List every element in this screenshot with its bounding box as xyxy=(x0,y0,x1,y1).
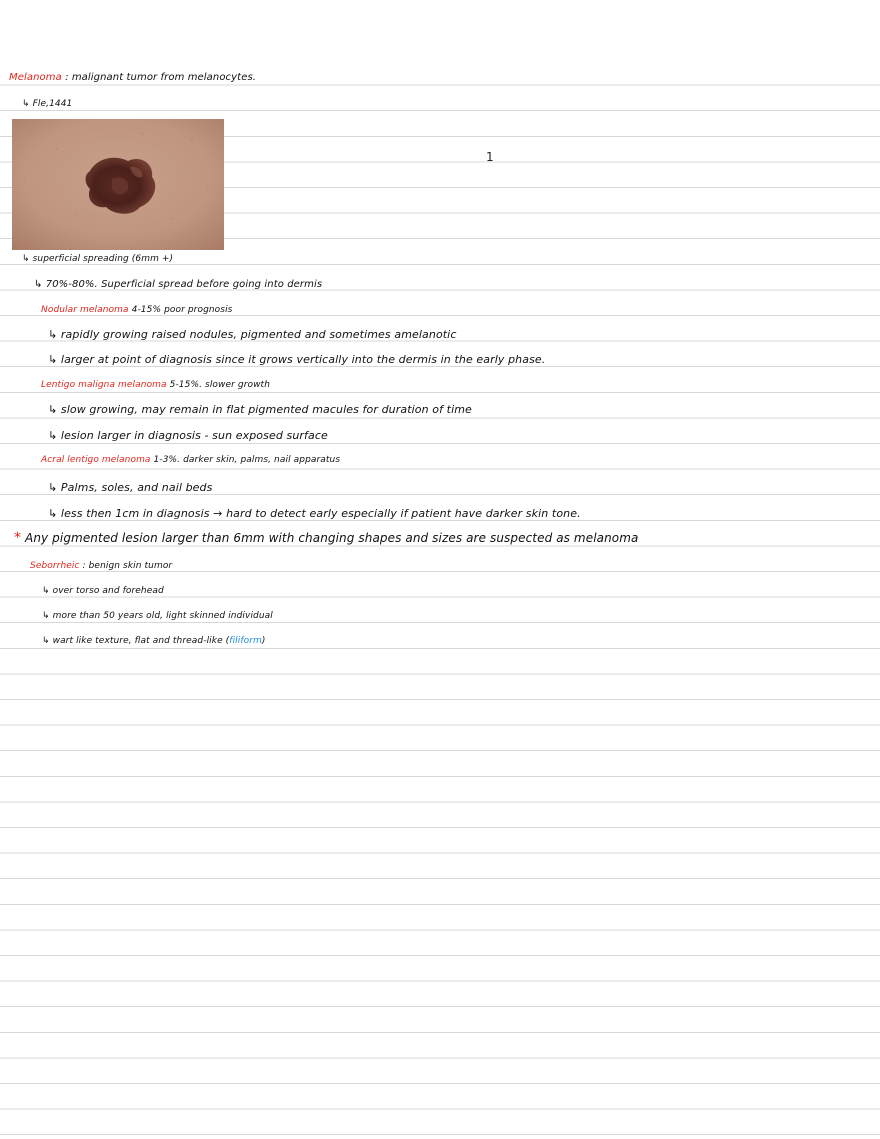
heading-line xyxy=(9,70,256,86)
note-line-seborrheic-2: ↳ more than 50 years old, light skinned individual xyxy=(42,611,273,621)
seborrheic-definition: : benign skin tumor xyxy=(82,561,173,571)
note-line-seborrheic-3 xyxy=(42,633,266,649)
image-caption: ↳ superficial spreading (6mm +) xyxy=(22,254,174,264)
seborrheic-heading xyxy=(30,558,172,574)
note-line-acral-1: ↳ Palms, soles, and nail beds xyxy=(48,481,213,494)
lesion-photo xyxy=(12,119,224,250)
seborrheic-term: Seborrheic xyxy=(30,561,80,571)
acral-heading xyxy=(41,452,340,468)
note-line-acral-2: ↳ less then 1cm in diagnosis → hard to detect early especially if patient have darker skin tone. xyxy=(48,507,581,520)
note-line-lentigo-1: ↳ slow growing, may remain in flat pigmented macules for duration of time xyxy=(48,403,472,416)
acral-definition: 1-3%. darker skin, palms, nail apparatus xyxy=(153,455,341,465)
key-point-line xyxy=(14,530,638,546)
nodular-heading xyxy=(41,302,232,318)
lentigo-term: Lentigo maligna melanoma xyxy=(41,380,167,390)
heading-term: Melanoma xyxy=(9,72,62,83)
texture-text: ↳ wart like texture, flat and thread-like ( xyxy=(42,636,230,646)
filiform-term: filiform xyxy=(229,636,262,646)
lentigo-heading xyxy=(41,377,270,393)
note-line-lentigo-2: ↳ lesion larger in diagnosis - sun exposed surface xyxy=(48,429,328,442)
lentigo-definition: 5-15%. slower growth xyxy=(169,380,270,390)
key-point-text: Any pigmented lesion larger than 6mm with changing shapes and sizes are suspected as melanoma xyxy=(25,531,639,545)
asterisk-icon: * xyxy=(14,530,22,546)
note-line-seborrheic-1: ↳ over torso and forehead xyxy=(42,586,164,596)
top-margin xyxy=(0,0,880,60)
nodular-definition: 4-15% poor prognosis xyxy=(131,305,233,315)
note-line-superficial: ↳ 70%-80%. Superficial spread before going into dermis xyxy=(34,279,323,290)
texture-close: ) xyxy=(261,636,266,646)
acral-term: Acral lentigo melanoma xyxy=(41,455,151,465)
nodular-term: Nodular melanoma xyxy=(41,305,129,315)
note-line-nodular-2: ↳ larger at point of diagnosis since it grows vertically into the dermis in the early phase. xyxy=(48,353,546,366)
page-number: 1 xyxy=(486,150,494,164)
sub-reference: ↳ Fle,1441 xyxy=(22,99,73,109)
note-line-nodular-1: ↳ rapidly growing raised nodules, pigmented and sometimes amelanotic xyxy=(48,328,457,341)
heading-definition: : malignant tumor from melanocytes. xyxy=(65,72,257,83)
